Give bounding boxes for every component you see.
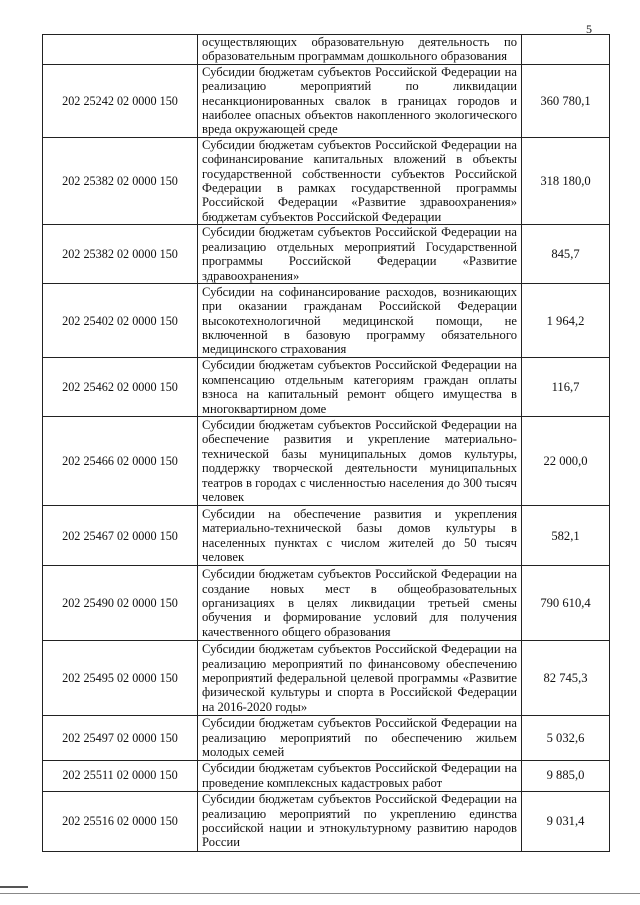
subsidy-description: Субсидии бюджетам субъектов Российской Федерации на обеспечение развития и укрепление материально-технической базы муниципальных домов культуры, поддержку творческой деятельности муниципальных театров в городах с численностью населения до 300 тысяч человек — [198, 417, 522, 506]
table-row — [43, 506, 610, 566]
budget-code: 202 25242 02 0000 150 — [43, 64, 198, 137]
budget-code: 202 25497 02 0000 150 — [43, 716, 198, 760]
budget-code: 202 25462 02 0000 150 — [43, 358, 198, 417]
amount-value: 582,1 — [522, 506, 610, 566]
table-body — [43, 35, 610, 852]
budget-code: 202 25490 02 0000 150 — [43, 566, 198, 641]
subsidy-description: Субсидии бюджетам субъектов Российской Федерации на реализацию отдельных мероприятий Государственной программы Российской Федерации «Развитие здравоохранения» — [198, 225, 522, 284]
amount-value: 82 745,3 — [522, 641, 610, 716]
amount-value: 790 610,4 — [522, 566, 610, 641]
subsidy-description: осуществляющих образовательную деятельность по образовательным программам дошкольного образования — [198, 35, 522, 65]
budget-code: 202 25402 02 0000 150 — [43, 284, 198, 358]
budget-code: 202 25511 02 0000 150 — [43, 760, 198, 791]
scan-bottom-edge — [0, 893, 640, 894]
table-row — [43, 137, 610, 224]
table-row — [43, 417, 610, 506]
amount-value: 845,7 — [522, 225, 610, 284]
subsidy-description: Субсидии бюджетам субъектов Российской Федерации на реализацию мероприятий по обеспечению жильем молодых семей — [198, 716, 522, 760]
amount-value — [522, 35, 610, 65]
subsidy-description: Субсидии на обеспечение развития и укрепления материально-технической базы домов культуры в населенных пунктах с числом жителей до 50 тысяч человек — [198, 506, 522, 566]
subsidy-description: Субсидии на софинансирование расходов, возникающих при оказании гражданам Российской Федерации высокотехнологичной медицинской помощи, не включенной в базовую программу обязательного медицинского страхования — [198, 284, 522, 358]
page-number: 5 — [586, 22, 592, 36]
subsidy-description: Субсидии бюджетам субъектов Российской Федерации на софинансирование капитальных вложений в объекты государственной собственности субъектов Российской Федерации в рамках государственной программы Российской Федерации «Развитие здравоохранения» бюджетам субъектов Российской Федерации — [198, 137, 522, 224]
budget-code: 202 25467 02 0000 150 — [43, 506, 198, 566]
budget-code — [43, 35, 198, 65]
amount-value: 9 031,4 — [522, 791, 610, 851]
table-row — [43, 64, 610, 137]
budget-code: 202 25495 02 0000 150 — [43, 641, 198, 716]
table-row — [43, 791, 610, 851]
subsidy-description: Субсидии бюджетам субъектов Российской Федерации на проведение комплексных кадастровых работ — [198, 760, 522, 791]
table-row — [43, 716, 610, 760]
table-row — [43, 760, 610, 791]
table-row — [43, 641, 610, 716]
subsidy-description: Субсидии бюджетам субъектов Российской Федерации на реализацию мероприятий по укреплению единства российской нации и этнокультурному развитию народов России — [198, 791, 522, 851]
budget-code: 202 25382 02 0000 150 — [43, 137, 198, 224]
amount-value: 9 885,0 — [522, 760, 610, 791]
budget-code: 202 25382 02 0000 150 — [43, 225, 198, 284]
table-row — [43, 358, 610, 417]
amount-value: 22 000,0 — [522, 417, 610, 506]
table-row — [43, 566, 610, 641]
budget-subsidies-table — [42, 34, 610, 852]
scan-corner-mark — [0, 886, 28, 888]
table-row — [43, 35, 610, 65]
subsidy-description: Субсидии бюджетам субъектов Российской Федерации на создание новых мест в общеобразовательных организациях в целях ликвидации третьей смены обучения и формирование условий для получения качественного общего образования — [198, 566, 522, 641]
subsidy-description: Субсидии бюджетам субъектов Российской Федерации на реализацию мероприятий по финансовому обеспечению мероприятий федеральной целевой программы «Развитие физической культуры и спорта в Российской Федерации на 2016-2020 годы» — [198, 641, 522, 716]
amount-value: 5 032,6 — [522, 716, 610, 760]
amount-value: 360 780,1 — [522, 64, 610, 137]
subsidy-description: Субсидии бюджетам субъектов Российской Федерации на компенсацию отдельным категориям граждан оплаты взноса на капитальный ремонт общего имущества в многоквартирном доме — [198, 358, 522, 417]
budget-code: 202 25466 02 0000 150 — [43, 417, 198, 506]
budget-code: 202 25516 02 0000 150 — [43, 791, 198, 851]
table-row — [43, 225, 610, 284]
subsidy-description: Субсидии бюджетам субъектов Российской Федерации на реализацию мероприятий по ликвидации несанкционированных свалок в границах городов и наиболее опасных объектов накопленного экологического вреда окружающей среде — [198, 64, 522, 137]
amount-value: 1 964,2 — [522, 284, 610, 358]
amount-value: 318 180,0 — [522, 137, 610, 224]
amount-value: 116,7 — [522, 358, 610, 417]
table-row — [43, 284, 610, 358]
